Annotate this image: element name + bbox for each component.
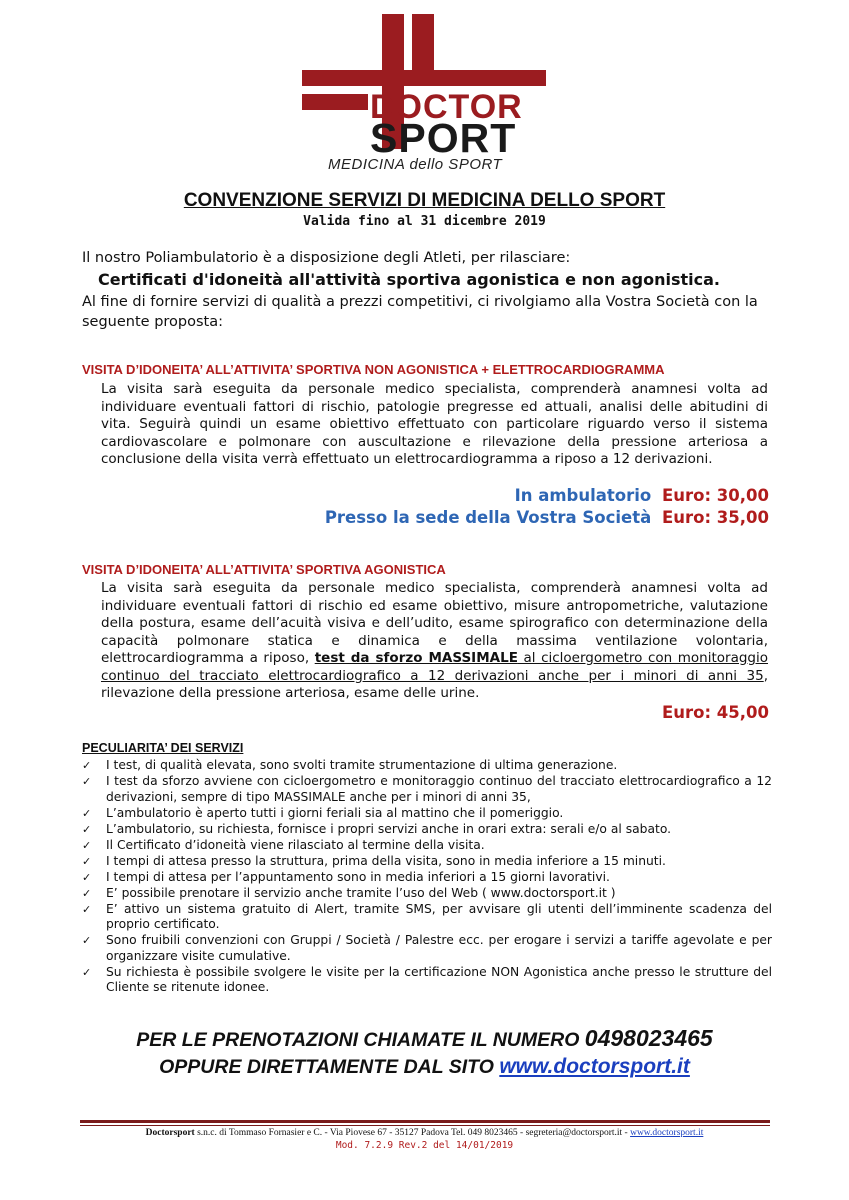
booking-phone-line [0,1025,849,1052]
body-underlined-bold: test da sforzo MASSIMALE [314,650,518,666]
list-item: ✓ L’ambulatorio è aperto tutti i giorni feriali sia al mattino che il pomeriggio. [82,805,564,820]
price-agonistic: Euro: 45,00 [661,703,769,722]
section-non-agonistic-title: VISITA D’IDONEITA’ ALL’ATTIVITA’ SPORTIVA NON AGONISTICA + ELETTROCARDIOGRAMMA [82,362,665,377]
checkmark-icon: ✓ [82,902,92,916]
checkmark-icon: ✓ [82,886,92,900]
body-text: , rilevazione della pressione arteriosa, esame delle urine. [101,667,768,701]
logo-tagline: MEDICINA dello SPORT [328,156,503,173]
list-item: ✓ E’ attivo un sistema gratuito di Alert, tramite SMS, per avvisare gli utenti dell’imminente scadenza del proprio certificato. [82,901,772,931]
checkmark-icon: ✓ [82,965,92,979]
price-value: Euro: 30,00 [661,486,769,505]
booking-site-line [0,1055,849,1079]
footer-divider-thin [80,1125,770,1126]
footer-company-name: Doctorsport [145,1128,195,1138]
validity-subtitle: Valida fino al 31 dicembre 2019 [303,214,546,229]
list-item: ✓ I tempi di attesa presso la struttura, prima della visita, sono in media inferiore a 15 minuti. [82,853,666,868]
footer-website-link[interactable]: www.doctorsport.it [630,1128,704,1138]
section-non-agonistic-body: La visita sarà eseguita da personale medico specialista, comprenderà anamnesi volta ad individuare eventuali fattori di rischio, patologie pregresse ed attuali, analisi delle abitudini di vita. Seguirà quindi un esame obiettivo effettuato con particolare riguardo verso il sistema cardiovascolare e polmonare con auscultazione e rilevazione della pressione arteriosa a conclusione della visita verrà effettuato un elettrocardiogramma a riposo a 12 derivazioni. [101,381,768,467]
list-item: ✓ Sono fruibili convenzioni con Gruppi / Società / Palestre ecc. per erogare i servizi a tariffe agevolate e per organizzare visite cumulative. [82,933,772,963]
checkmark-icon: ✓ [82,838,92,852]
price-row-ambulatorio [515,486,769,505]
booking-phone-label: PER LE PRENOTAZIONI CHIAMATE IL NUMERO [136,1029,585,1051]
intro-proposal-text: Al fine di fornire servizi di qualità a prezzi competitivi, ci rivolgiamo alla Vostra Società con la seguente proposta: [82,294,758,330]
footer-company-info [0,1128,849,1138]
list-item: ✓ Il Certificato d’idoneità viene rilasciato al termine della visita. [82,837,485,852]
checkmark-icon: ✓ [82,934,92,947]
peculiarities-list [82,758,772,996]
list-item: ✓ I tempi di attesa per l’appuntamento sono in media inferiori a 15 giorni lavorativi. [82,869,610,884]
body-underlined: al cicloergometro con monitoraggio continuo del tracciato elettrocardiografico a 12 derivazioni anche per i minori di anni 35 [101,650,768,684]
checkmark-icon: ✓ [82,775,92,788]
booking-site-link[interactable]: www.doctorsport.it [499,1055,690,1078]
intro-line: Il nostro Poliambulatorio è a disposizione degli Atleti, per rilasciare: [82,250,571,266]
page-title: CONVENZIONE SERVIZI DI MEDICINA DELLO SPORT [183,190,666,211]
peculiarities-title: PECULIARITA’ DEI SERVIZI [82,741,244,755]
checkmark-icon: ✓ [82,854,92,868]
checkmark-icon: ✓ [82,822,92,836]
booking-phone-number[interactable]: 0498023465 [584,1025,713,1051]
price-location-label: Presso la sede della Vostra Società [324,508,652,527]
price-location-label: In ambulatorio [514,486,652,505]
footer-module-code: Mod. 7.2.9 Rev.2 del 14/01/2019 [335,1140,514,1151]
section-agonistic-body [101,580,768,703]
intro-certificates-headline: Certificati d'idoneità all'attività sportiva agonistica e non agonistica. [98,270,720,289]
list-item: ✓ Su richiesta è possibile svolgere le visite per la certificazione NON Agonistica anche presso le strutture del Cliente se ritenute idonee. [82,964,772,994]
list-item: ✓ L’ambulatorio, su richiesta, fornisce i propri servizi anche in orari extra: serali e/o al sabato. [82,821,672,836]
section-agonistic-title: VISITA D’IDONEITA’ ALL’ATTIVITA’ SPORTIVA AGONISTICA [82,562,446,577]
checkmark-icon: ✓ [82,806,92,820]
list-item[interactable]: ✓ E’ possibile prenotare il servizio anche tramite l’uso del Web ( www.doctorsport.it ) [82,885,616,900]
logo-sport-text: SPORT [370,115,517,161]
price-value: Euro: 35,00 [661,508,769,527]
price-row-society [325,508,769,527]
footer-divider [80,1120,770,1123]
checkmark-icon: ✓ [82,759,92,772]
body-text: La visita sarà eseguita da personale medico specialista, comprenderà anamnesi volta ad individuare eventuali fattori di rischio ed esame obiettivo, misure antropometriche, valutazione della postura, esame dell’acuità visiva e dell’udito, esame spirografico con determinazione della capacità polmonare statica e dinamica e della massima ventilazione volontaria, elettrocardiogramma a riposo, [101,580,768,666]
checkmark-icon: ✓ [82,870,92,884]
list-item: ✓ I test da sforzo avviene con cicloergometro e monitoraggio continuo del tracciato elettrocardiografico a 12 derivazioni, sempre di tipo MASSIMALE anche per i minori di anni 35, [82,774,772,804]
logo-cross-bar-top [302,70,546,86]
logo-cross-bar-bottom [302,94,368,110]
booking-site-label: OPPURE DIRETTAMENTE DAL SITO [159,1056,500,1078]
list-item: ✓ I test, di qualità elevata, sono svolti tramite strumentazione di ultima generazione. [82,758,618,772]
footer-address: s.n.c. di Tommaso Fornasier e C. - Via Piovese 67 - 35127 Padova Tel. 049 8023465 - segreteria@doctorsport.it - [194,1128,631,1138]
logo-doctor-text: DOCTOR [370,88,523,126]
